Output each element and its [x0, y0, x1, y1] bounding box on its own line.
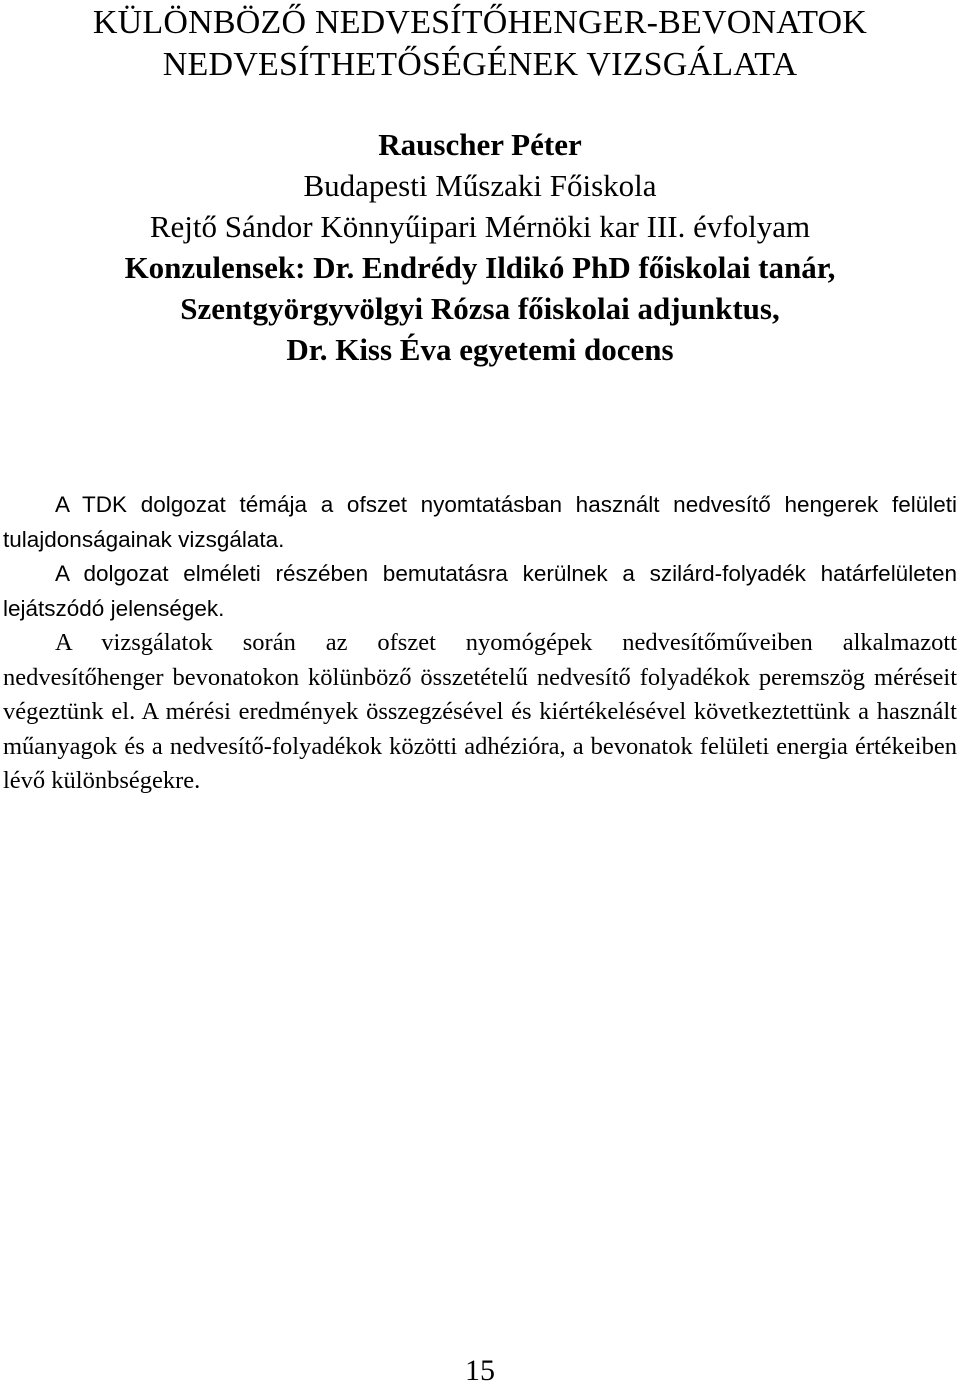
abstract-paragraph-1: A TDK dolgozat témája a ofszet nyomtatásban használt nedvesítő hengerek felületi tulajdonságainak vizsgálata.	[3, 492, 957, 552]
consultants-line-1: Konzulensek: Dr. Endrédy Ildikó PhD főiskolai tanár,	[124, 250, 836, 285]
abstract-paragraph-3: A vizsgálatok során az ofszet nyomógépek nedvesítőműveiben alkalmazott nedvesítőhenger bevonatokon kölünböző összetételű nedvesítő folyadékok peremszög méréseit végeztünk el. A mérési eredmények összegzésével és kiértékelésével következtettünk a használt műanyagok és a nedvesítő-folyadékok közötti adhézióra, a bevonatok felületi energia értékeiben lévő különbségekre.	[3, 629, 957, 794]
title-line-2: NEDVESÍTHETŐSÉGÉNEK VIZSGÁLATA	[162, 46, 798, 83]
abstract	[3, 488, 957, 799]
title-line-1: KÜLÖNBÖZŐ NEDVESÍTŐHENGER-BEVONATOK	[92, 4, 868, 41]
page-number: 15	[465, 1354, 495, 1387]
author-faculty: Rejtő Sándor Könnyűipari Mérnöki kar III. évfolyam	[149, 209, 811, 244]
author-block	[0, 124, 960, 370]
abstract-paragraph-2: A dolgozat elméleti részében bemutatásra kerülnek a szilárd-folyadék határfelületen lejátszódó jelenségek.	[3, 561, 957, 621]
consultants-line-2: Szentgyörgyvölgyi Rózsa főiskolai adjunktus,	[180, 291, 780, 326]
consultants-line-3: Dr. Kiss Éva egyetemi docens	[286, 332, 674, 367]
document-title	[0, 2, 960, 86]
author-name: Rauscher Péter	[378, 127, 582, 162]
author-institution: Budapesti Műszaki Főiskola	[303, 168, 657, 203]
